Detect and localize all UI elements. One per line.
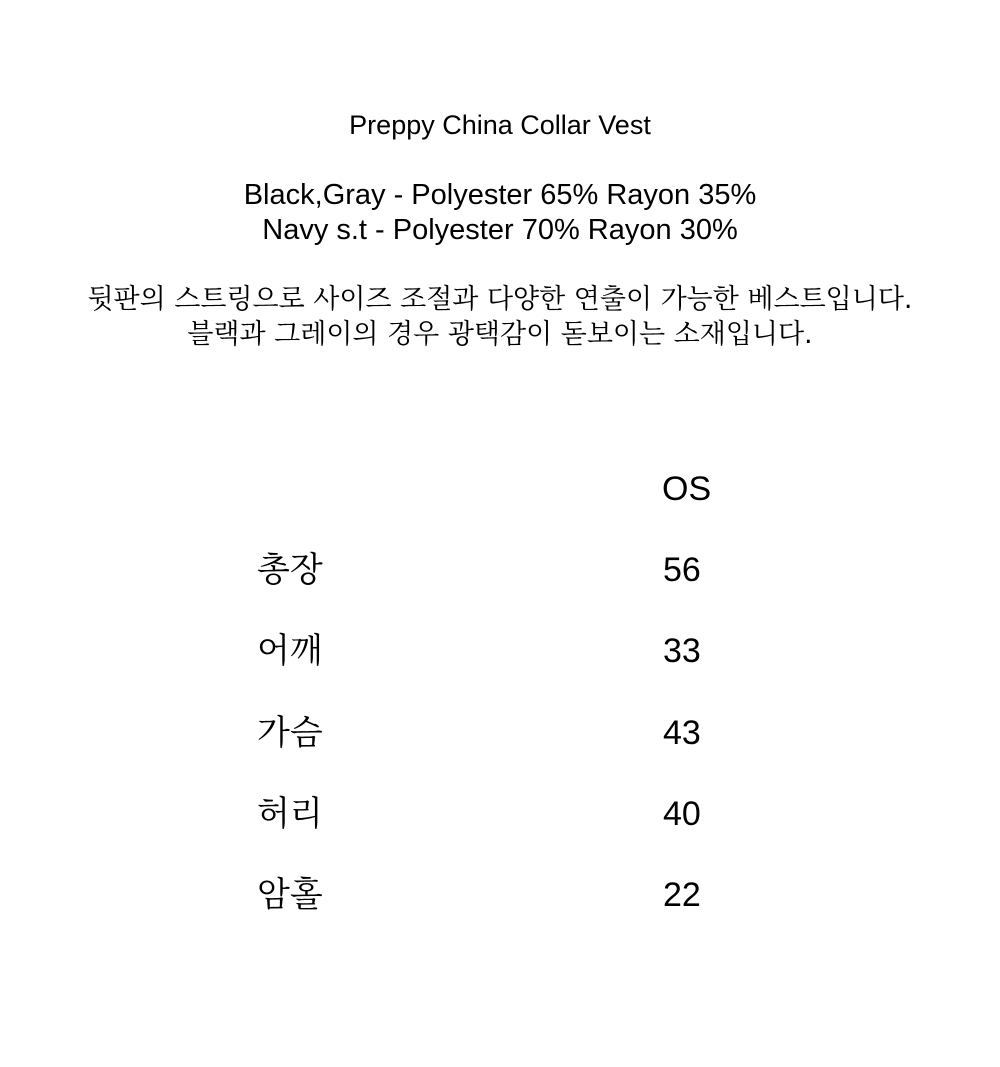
size-value: 40 [663,795,701,833]
material-line-black-gray: Black,Gray - Polyester 65% Rayon 35% [243,179,757,211]
description-line-1: 뒷판의 스트링으로 사이즈 조절과 다양한 연출이 가능한 베스트입니다. [87,284,913,315]
size-label: 가슴 [257,713,323,753]
size-label: 총장 [257,550,323,590]
size-value: 56 [663,551,701,589]
description-line-2: 블랙과 그레이의 경우 광택감이 돋보이는 소재입니다. [187,319,813,350]
material-line-navy: Navy s.t - Polyester 70% Rayon 30% [262,214,738,246]
product-title: Preppy China Collar Vest [349,110,651,140]
size-header-os: OS [662,470,712,508]
size-value: 43 [663,714,701,752]
size-label: 어깨 [257,631,323,671]
size-label: 허리 [257,794,323,834]
size-value: 22 [663,876,701,914]
size-value: 33 [663,632,701,670]
size-label: 암홀 [257,875,323,915]
